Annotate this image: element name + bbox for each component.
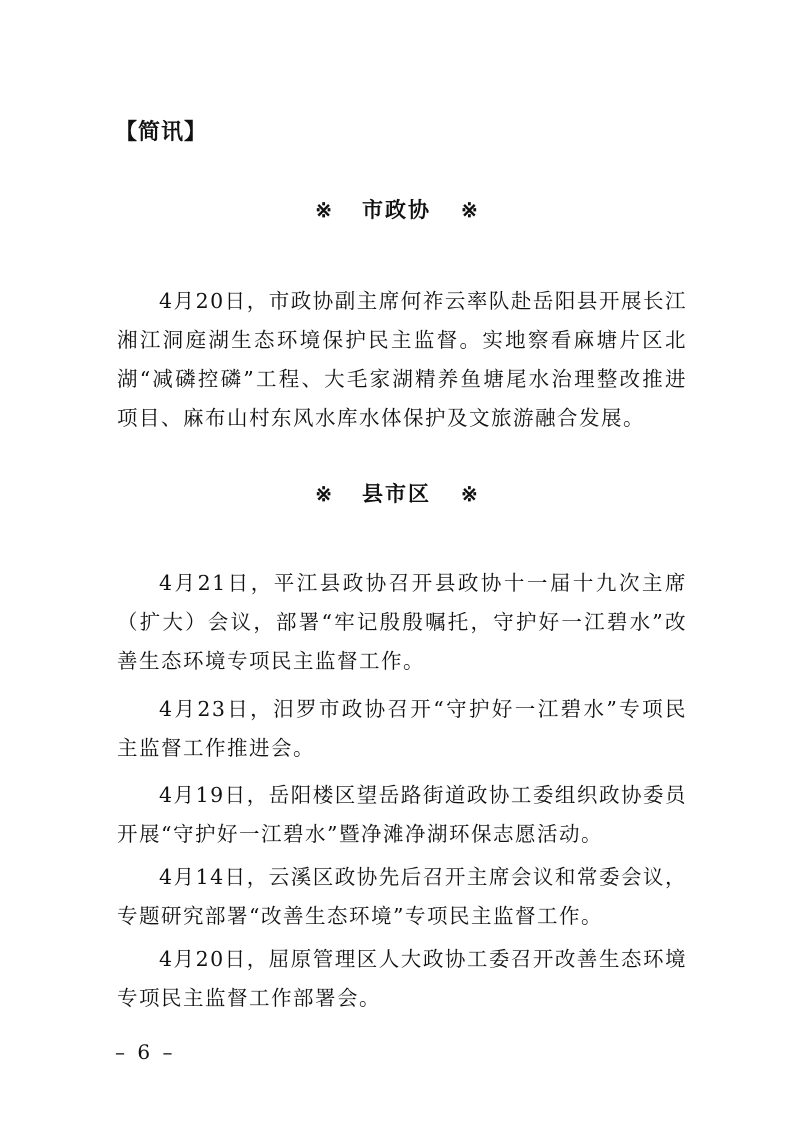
- news-paragraph: 4月20日，市政协副主席何祚云率队赴岳阳县开展长江湘江洞庭湖生态环境保护民主监督。实地察看麻塘片区北湖“减磷控磷”工程、大毛家湖精养鱼塘尾水治理整改推进项目、麻布山村东风水库水体保护及文旅游融合发展。: [117, 289, 687, 430]
- news-paragraph: 4月14日，云溪区政协先后召开主席会议和常委会议，专题研究部署“改善生态环境”专项民主监督工作。: [117, 865, 687, 928]
- section-heading-counties: [0, 476, 793, 512]
- section-title: 市政协: [362, 197, 431, 222]
- reference-mark-icon: ※: [461, 482, 478, 506]
- news-paragraph: 4月23日，汨罗市政协召开“守护好一江碧水”专项民主监督工作推进会。: [117, 697, 687, 760]
- section-title: 县市区: [362, 481, 431, 506]
- reference-mark-icon: ※: [461, 198, 478, 222]
- news-paragraph: 4月21日，平江县政协召开县政协十一届十九次主席（扩大）会议，部署“牢记殷殷嘱托，守护好一江碧水”改善生态环境专项民主监督工作。: [117, 571, 687, 673]
- page-number: – 6 –: [115, 1040, 176, 1064]
- reference-mark-icon: ※: [315, 482, 332, 506]
- bulletin-tag: 【简讯】: [115, 119, 208, 145]
- reference-mark-icon: ※: [315, 198, 332, 222]
- section-heading-city-cppcc: [0, 192, 793, 228]
- news-paragraph: 4月19日，岳阳楼区望岳路街道政协工委组织政协委员开展“守护好一江碧水”暨净滩净湖环保志愿活动。: [117, 783, 687, 846]
- news-paragraph: 4月20日，屈原管理区人大政协工委召开改善生态环境专项民主监督工作部署会。: [117, 947, 687, 1010]
